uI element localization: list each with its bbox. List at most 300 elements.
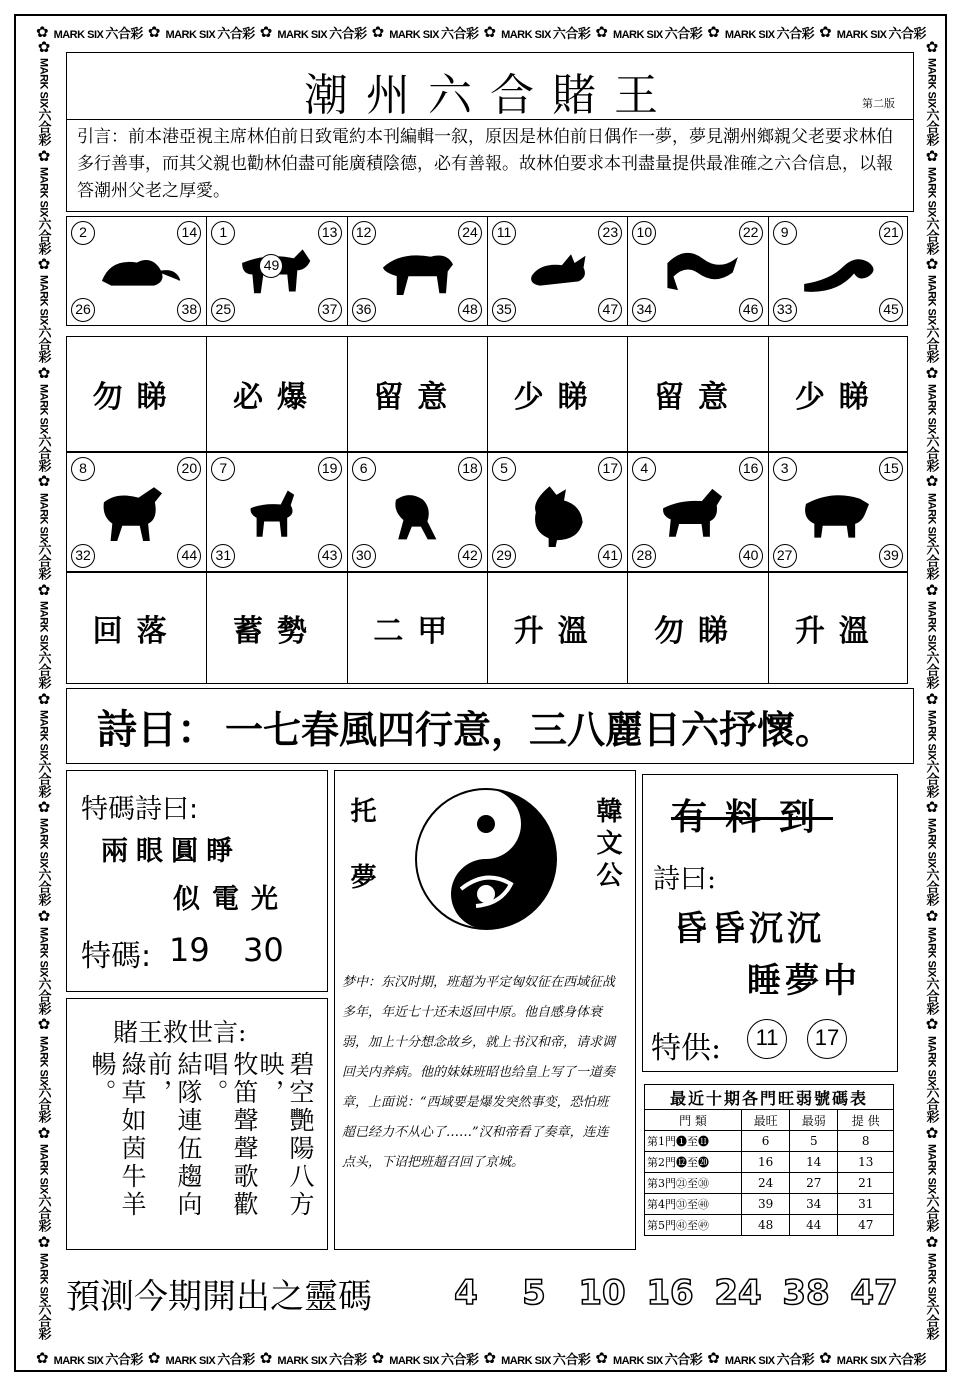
material-box	[642, 774, 898, 1072]
snake-icon	[789, 238, 889, 306]
stats-max: 48	[742, 1215, 790, 1236]
mark-six-text: MARK SIX	[53, 28, 104, 41]
mark-six-text: MARK SIX	[925, 601, 938, 651]
zodiac-cell	[628, 453, 768, 571]
mark-six-text: MARK SIX	[277, 1354, 328, 1367]
flower-icon: ✿	[925, 146, 939, 165]
mark-six-text: MARK SIX	[925, 58, 938, 108]
mark-six-logo: 六合彩	[36, 107, 52, 146]
stats-give: 31	[838, 1194, 894, 1215]
flower-icon: ✿	[707, 1348, 720, 1367]
mark-six-logo: 六合彩	[440, 1351, 479, 1367]
mark-six-label	[923, 710, 942, 797]
stats-row	[645, 1152, 894, 1173]
stats-row	[645, 1215, 894, 1236]
mark-six-label	[35, 1036, 54, 1123]
zodiac-number: 10	[632, 221, 656, 245]
material-poem-label: 詩曰:	[653, 864, 717, 895]
mark-six-label	[923, 1144, 942, 1231]
flower-icon: ✿	[259, 22, 273, 41]
flower-icon: ✿	[37, 472, 51, 491]
zodiac-number: 38	[177, 298, 201, 322]
flower-icon: ✿	[925, 580, 939, 599]
flower-icon: ✿	[259, 1348, 273, 1367]
zodiac-number: 45	[879, 298, 903, 322]
zodiac-cell	[769, 453, 909, 571]
advice-row-2	[66, 572, 908, 684]
border-left	[30, 40, 58, 1340]
mark-six-text: MARK SIX	[501, 1354, 551, 1367]
advice-label: 必爆	[207, 337, 347, 451]
mark-six-text: MARK SIX	[53, 1354, 104, 1367]
dream-story: 梦中：东汉时期，班超为平定匈奴征在西域征战多年，年近七十还未返回中原。他自感身体衰弱，加上十分想念故乡，就上书汉和帝，请求调回关内养病。他的妹妹班昭也给皇上写了一道奏章，上面说：“西域要是爆发突然事变，恐怕班超已经力不从心了……”汉和帝看了奏章，连连点头，下诏把班超召回了京城。	[342, 975, 616, 1170]
rat-icon	[87, 238, 187, 306]
mark-six-text: MARK SIX	[389, 28, 439, 41]
special-code-label: 特碼:	[81, 939, 152, 974]
mark-six-label	[277, 1349, 366, 1368]
mark-six-label	[613, 23, 702, 42]
mark-six-text: MARK SIX	[501, 28, 551, 41]
sayings-col-2: 牧笛聲聲歌歡唱。	[200, 1051, 259, 1219]
mark-six-text: MARK SIX	[724, 28, 775, 41]
mark-six-text: MARK SIX	[925, 275, 938, 326]
mark-six-label	[923, 601, 942, 688]
zodiac-cell	[348, 453, 488, 571]
zodiac-number: 25	[211, 298, 235, 322]
mark-six-label	[923, 275, 942, 362]
mark-six-text: MARK SIX	[37, 601, 50, 651]
flower-icon: ✿	[37, 1232, 51, 1251]
flower-icon: ✿	[37, 1123, 51, 1142]
advice-label: 勿睇	[67, 337, 207, 451]
horse-icon	[87, 479, 187, 547]
pig-icon	[789, 479, 889, 547]
zodiac-number: 31	[211, 544, 235, 568]
supply-label: 特供:	[651, 1031, 722, 1066]
flower-icon: ✿	[925, 255, 939, 274]
mark-six-logo: 六合彩	[888, 25, 926, 41]
zodiac-number: 15	[879, 457, 903, 481]
prediction-number: 5	[522, 1273, 546, 1313]
flower-icon: ✿	[37, 580, 51, 599]
mark-six-label	[277, 23, 366, 42]
zodiac-number: 17	[598, 457, 622, 481]
zodiac-number: 26	[71, 298, 95, 322]
flower-icon: ✿	[819, 22, 832, 41]
mark-six-label	[35, 601, 54, 688]
mark-six-logo: 六合彩	[36, 1085, 52, 1123]
mark-six-label	[35, 818, 54, 905]
mark-six-text: MARK SIX	[165, 28, 216, 41]
mark-six-logo: 六合彩	[36, 650, 52, 689]
zodiac-number: 48	[458, 298, 482, 322]
mark-six-label	[35, 384, 54, 471]
mark-six-label	[837, 1349, 926, 1368]
rabbit-icon	[508, 238, 608, 306]
mark-six-label	[923, 927, 942, 1014]
dragon-icon	[648, 238, 748, 306]
mark-six-logo: 六合彩	[924, 759, 940, 797]
advice-row-1	[66, 336, 908, 452]
stats-row	[645, 1194, 894, 1215]
advice-label: 留意	[348, 337, 488, 451]
flower-icon: ✿	[37, 906, 51, 925]
mark-six-logo: 六合彩	[924, 868, 940, 906]
mark-six-label	[923, 818, 942, 905]
mark-six-label	[165, 1349, 254, 1368]
flower-icon: ✿	[925, 798, 939, 817]
stats-max: 24	[742, 1173, 790, 1194]
mark-six-text: MARK SIX	[389, 1354, 439, 1367]
flower-icon: ✿	[595, 1348, 608, 1367]
flower-icon: ✿	[925, 1123, 939, 1142]
zodiac-number: 37	[318, 298, 342, 322]
advice-label: 少睇	[488, 337, 628, 451]
stats-gate: 第3門㉑至㉚	[645, 1173, 742, 1194]
mark-six-label	[501, 1349, 590, 1368]
mark-six-text: MARK SIX	[925, 926, 938, 977]
stats-give: 47	[838, 1215, 894, 1236]
flower-icon: ✿	[36, 1348, 49, 1367]
zodiac-number: 8	[71, 457, 95, 481]
mark-six-text: MARK SIX	[37, 1035, 50, 1086]
mark-six-label	[54, 1349, 143, 1368]
mark-six-logo: 六合彩	[105, 1351, 143, 1367]
mark-six-logo: 六合彩	[36, 1193, 52, 1232]
sayings-col-3: 結隊連伍趨向前，	[144, 1051, 203, 1219]
stats-give: 8	[838, 1131, 894, 1152]
zodiac-number: 40	[739, 544, 763, 568]
zodiac-number: 7	[211, 457, 235, 481]
mark-six-logo: 六合彩	[329, 25, 367, 41]
mark-six-label	[923, 493, 942, 580]
mark-six-logo: 六合彩	[36, 868, 52, 906]
zodiac-row-2	[66, 452, 908, 572]
mark-six-text: MARK SIX	[836, 28, 887, 41]
stats-min: 5	[790, 1131, 838, 1152]
zodiac-cell	[67, 217, 207, 325]
special-line-1: 兩眼圓睜	[101, 836, 241, 867]
zodiac-number: 22	[739, 221, 763, 245]
mark-six-text: MARK SIX	[277, 28, 328, 41]
zodiac-number: 28	[632, 544, 656, 568]
mark-six-logo: 六合彩	[664, 1351, 703, 1367]
supply-number-1: 11	[747, 1019, 787, 1059]
supply-number-2: 17	[807, 1019, 847, 1059]
material-line-2: 睡夢中	[747, 961, 861, 1001]
yin-yang-icon	[411, 779, 561, 939]
zodiac-number: 6	[352, 457, 376, 481]
mark-six-logo: 六合彩	[924, 976, 940, 1015]
zodiac-number: 16	[739, 457, 763, 481]
flower-icon: ✿	[37, 363, 51, 382]
sayings-col-1: 碧空艷陽八方映，	[256, 1051, 315, 1219]
prediction-number: 47	[850, 1273, 898, 1313]
mark-six-label	[613, 1349, 702, 1368]
mark-six-label	[35, 927, 54, 1014]
mark-six-label	[923, 58, 942, 145]
flower-icon: ✿	[37, 40, 51, 56]
mark-six-label	[35, 1253, 54, 1340]
zodiac-number: 33	[773, 298, 797, 322]
rooster-icon	[508, 479, 608, 547]
mark-six-text: MARK SIX	[925, 166, 938, 217]
special-code-box	[66, 770, 328, 992]
zodiac-number: 4	[632, 457, 656, 481]
mark-six-logo: 六合彩	[924, 1193, 940, 1232]
flower-icon: ✿	[37, 798, 51, 817]
sayings-box	[66, 998, 328, 1250]
mark-six-logo: 六合彩	[924, 325, 940, 363]
mark-six-text: MARK SIX	[925, 818, 938, 869]
flower-icon: ✿	[707, 22, 720, 41]
stats-gate: 第5門㊶至㊾	[645, 1215, 742, 1236]
mark-six-text: MARK SIX	[612, 1354, 663, 1367]
mark-six-label	[725, 1349, 814, 1368]
mark-six-logo: 六合彩	[105, 25, 143, 41]
mark-six-label	[389, 23, 478, 42]
zodiac-cell	[488, 453, 628, 571]
page-title: 潮州六合賭王	[304, 70, 676, 121]
border-top	[36, 18, 926, 46]
stats-min: 44	[790, 1215, 838, 1236]
advice-label: 勿睇	[628, 573, 768, 683]
zodiac-number: 3	[773, 457, 797, 481]
material-title: 有料到	[671, 797, 834, 838]
special-line-2: 似電光	[173, 884, 290, 915]
mark-six-label	[35, 58, 54, 145]
zodiac-number: 46	[739, 298, 763, 322]
zodiac-number: 23	[598, 221, 622, 245]
mark-six-label	[923, 167, 942, 254]
mark-six-logo: 六合彩	[36, 542, 52, 580]
zodiac-number: 20	[177, 457, 201, 481]
zodiac-number: 49	[259, 254, 283, 278]
zodiac-number: 9	[773, 221, 797, 245]
mark-six-logo: 六合彩	[36, 759, 52, 797]
stats-table-box	[644, 1084, 894, 1236]
stats-row	[645, 1131, 894, 1152]
zodiac-number: 29	[492, 544, 516, 568]
flower-icon: ✿	[925, 906, 939, 925]
flower-icon: ✿	[925, 472, 939, 491]
mark-six-logo: 六合彩	[924, 107, 940, 146]
zodiac-number: 30	[352, 544, 376, 568]
stats-min: 34	[790, 1194, 838, 1215]
edition-label: 第二版	[862, 97, 895, 110]
mark-six-text: MARK SIX	[37, 1144, 50, 1194]
material-line-1: 昏昏沉沉	[673, 909, 825, 949]
stats-min: 14	[790, 1152, 838, 1173]
mark-six-logo: 六合彩	[36, 325, 52, 363]
advice-label: 回落	[67, 573, 207, 683]
mark-six-logo: 六合彩	[552, 25, 591, 41]
stats-give: 13	[838, 1152, 894, 1173]
mark-six-text: MARK SIX	[925, 1252, 938, 1303]
dream-left-label: 托夢	[346, 797, 376, 929]
zodiac-number: 27	[773, 544, 797, 568]
zodiac-number: 11	[492, 221, 516, 245]
zodiac-number: 18	[458, 457, 482, 481]
mark-six-text: MARK SIX	[925, 1144, 938, 1194]
zodiac-number: 36	[352, 298, 376, 322]
poem-label: 詩日	[97, 706, 177, 753]
special-code-1: 19	[169, 931, 210, 969]
flower-icon: ✿	[147, 22, 161, 41]
mark-six-label	[35, 275, 54, 362]
advice-label: 少睇	[794, 380, 883, 415]
flower-icon: ✿	[925, 1232, 939, 1251]
zodiac-number: 34	[632, 298, 656, 322]
zodiac-row-1	[66, 216, 908, 326]
flower-icon: ✿	[595, 22, 608, 41]
mark-six-text: MARK SIX	[836, 1354, 887, 1367]
mark-six-label	[165, 23, 254, 42]
mark-six-text: MARK SIX	[925, 492, 938, 543]
mark-six-logo: 六合彩	[924, 542, 940, 580]
flower-icon: ✿	[925, 40, 939, 56]
zodiac-number: 43	[318, 544, 342, 568]
zodiac-number: 19	[318, 457, 342, 481]
zodiac-number: 21	[879, 221, 903, 245]
stats-gate: 第4門㉛至㊵	[645, 1194, 742, 1215]
zodiac-number: 1	[211, 221, 235, 245]
zodiac-number: 12	[352, 221, 376, 245]
zodiac-number: 13	[318, 221, 342, 245]
flower-icon: ✿	[371, 22, 385, 41]
mark-six-label	[35, 710, 54, 797]
sayings-col-4: 綠草如茵牛羊暢。	[88, 1051, 147, 1219]
prediction-number: 10	[578, 1273, 626, 1313]
poem-text: 一七春風四行意，三八麗日六抒懷。	[225, 707, 834, 752]
mark-six-text: MARK SIX	[37, 818, 50, 869]
special-title: 特碼詩曰:	[81, 794, 199, 825]
zodiac-number: 35	[492, 298, 516, 322]
mark-six-label	[54, 23, 143, 42]
zodiac-cell	[488, 217, 628, 325]
mark-six-text: MARK SIX	[37, 492, 50, 543]
zodiac-number: 32	[71, 544, 95, 568]
mark-six-label	[35, 493, 54, 580]
mark-six-text: MARK SIX	[925, 709, 938, 760]
zodiac-cell	[67, 453, 207, 571]
mark-six-text: MARK SIX	[37, 926, 50, 977]
flower-icon: ✿	[37, 255, 51, 274]
prediction-number: 16	[646, 1273, 694, 1313]
flower-icon: ✿	[483, 22, 497, 41]
stats-gate: 第2門⓬至⓴	[645, 1152, 742, 1173]
poem-bar	[66, 688, 914, 764]
mark-six-logo: 六合彩	[217, 1351, 255, 1367]
stats-header: 提 供	[838, 1110, 894, 1131]
zodiac-cell	[207, 217, 347, 325]
special-code-2: 30	[243, 931, 284, 969]
mark-six-text: MARK SIX	[37, 166, 50, 217]
stats-title: 最近十期各門旺弱號碼表	[645, 1085, 894, 1110]
stats-min: 27	[790, 1173, 838, 1194]
zodiac-cell	[628, 217, 768, 325]
stats-max: 16	[742, 1152, 790, 1173]
tiger-icon	[368, 238, 468, 306]
stats-max: 6	[742, 1131, 790, 1152]
border-right	[918, 40, 946, 1340]
mark-six-logo: 六合彩	[776, 25, 815, 41]
goat-icon	[227, 479, 327, 547]
mark-six-text: MARK SIX	[37, 1252, 50, 1303]
mark-six-logo: 六合彩	[36, 216, 52, 255]
zodiac-number: 47	[598, 298, 622, 322]
zodiac-number: 24	[458, 221, 482, 245]
sayings-title: 賭王救世言:	[113, 1018, 247, 1047]
title-box	[66, 52, 914, 120]
advice-label: 二甲	[348, 573, 488, 683]
mark-six-logo: 六合彩	[776, 1351, 815, 1367]
mark-six-logo: 六合彩	[924, 433, 940, 472]
flower-icon: ✿	[819, 1348, 832, 1367]
zodiac-cell	[769, 217, 909, 325]
mark-six-text: MARK SIX	[925, 383, 938, 434]
prediction-number: 38	[782, 1273, 830, 1313]
advice-label: 升溫	[488, 573, 628, 683]
mark-six-label	[35, 167, 54, 254]
stats-gate: 第1門❶至⓫	[645, 1131, 742, 1152]
stats-table	[644, 1084, 894, 1236]
border-bottom	[36, 1344, 926, 1372]
mark-six-label	[837, 23, 926, 42]
prediction-number: 4	[454, 1273, 478, 1313]
mark-six-logo: 六合彩	[329, 1351, 367, 1367]
mark-six-label	[501, 23, 590, 42]
dream-right-label: 韓文公	[592, 797, 622, 893]
stats-row	[645, 1173, 894, 1194]
zodiac-number: 41	[598, 544, 622, 568]
mark-six-logo: 六合彩	[924, 1085, 940, 1123]
intro-text: 引言：前本港亞視主席林伯前日致電約本刊編輯一叙，原因是林伯前日偶作一夢，夢見潮州鄉親父老要求林伯多行善事，而其父親也勸林伯盡可能廣積陰德，必有善報。故林伯要求本刊盡量提供最准確之六合信息，以報答潮州父老之厚愛。	[66, 120, 914, 212]
mark-six-label	[923, 384, 942, 471]
mark-six-logo: 六合彩	[36, 976, 52, 1015]
mark-six-logo: 六合彩	[217, 25, 255, 41]
zodiac-number: 14	[177, 221, 201, 245]
zodiac-cell	[348, 217, 488, 325]
flower-icon: ✿	[925, 1015, 939, 1034]
stats-max: 39	[742, 1194, 790, 1215]
flower-icon: ✿	[925, 363, 939, 382]
flower-icon: ✿	[371, 1348, 385, 1367]
mark-six-text: MARK SIX	[724, 1354, 775, 1367]
zodiac-number: 42	[458, 544, 482, 568]
prediction-number: 24	[714, 1273, 762, 1313]
advice-label: 蓄勢	[207, 573, 347, 683]
flower-icon: ✿	[37, 146, 51, 165]
mark-six-label	[923, 1253, 942, 1340]
mark-six-logo: 六合彩	[36, 433, 52, 472]
poem-colon: ：	[177, 706, 217, 753]
mark-six-logo: 六合彩	[440, 25, 479, 41]
mark-six-text: MARK SIX	[925, 1035, 938, 1086]
dog-icon	[648, 479, 748, 547]
mark-six-label	[35, 1144, 54, 1231]
flower-icon: ✿	[37, 689, 51, 708]
zodiac-number: 44	[177, 544, 201, 568]
zodiac-number: 39	[879, 544, 903, 568]
flower-icon: ✿	[36, 22, 49, 41]
zodiac-number: 5	[492, 457, 516, 481]
zodiac-cell	[207, 453, 347, 571]
advice-label: 留意	[628, 337, 768, 451]
mark-six-logo: 六合彩	[664, 25, 703, 41]
mark-six-label	[389, 1349, 478, 1368]
mark-six-logo: 六合彩	[36, 1302, 52, 1340]
